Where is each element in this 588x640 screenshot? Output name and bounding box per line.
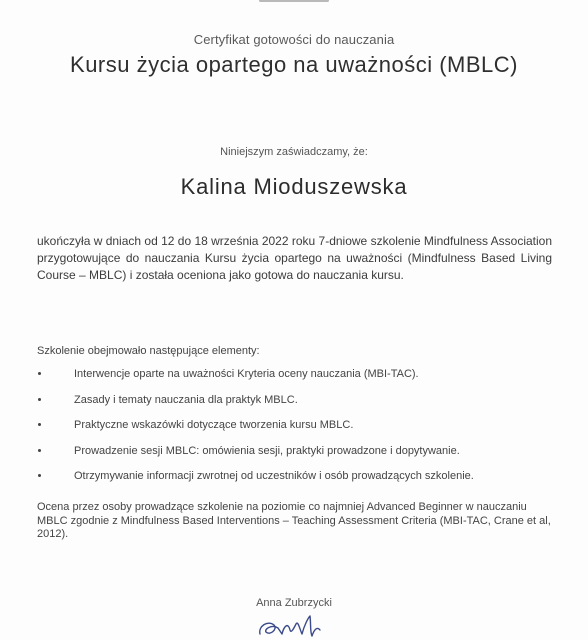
list-item-text: Otrzymywanie informacji zwrotnej od uczestników i osób prowadzących szkolenie.	[74, 470, 474, 482]
bullet-icon	[38, 423, 41, 426]
elements-intro: Szkolenie obejmowało następujące elementy:	[37, 345, 260, 357]
list-item-text: Interwencje oparte na uważności Kryteria oceny nauczania (MBI-TAC).	[74, 368, 419, 380]
bullet-icon	[38, 372, 41, 375]
list-item-text: Praktyczne wskazówki dotyczące tworzenia kursu MBLC.	[74, 419, 354, 431]
signer-name: Anna Zubrzycki	[256, 597, 332, 609]
bullet-icon	[38, 449, 41, 452]
list-item	[37, 445, 557, 471]
signature-mark	[254, 612, 334, 640]
list-item	[37, 368, 557, 394]
list-item-text: Prowadzenie sesji MBLC: omówienia sesji, praktyki prowadzone i dopytywanie.	[74, 444, 460, 457]
recipient-name: Kalina Mioduszewska	[180, 174, 408, 199]
certificate-label: Certyfikat gotowości do nauczania	[193, 32, 395, 47]
bullet-icon	[38, 398, 41, 401]
course-title: Kursu życia opartego na uważności (MBLC)	[70, 52, 518, 77]
bullet-icon	[38, 474, 41, 477]
list-item-text: Zasady i tematy nauczania dla praktyk MBLC.	[74, 393, 298, 406]
list-item	[37, 470, 557, 496]
header-logo-strip	[254, 0, 334, 4]
list-item	[37, 419, 557, 445]
completion-paragraph: ukończyła w dniach od 12 do 18 września 2022 roku 7-dniowe szkolenie Mindfulness Association przygotowujące do nauczania Kursu życia opartego na uważności (Mindfulness Based Living Course – MBLC) i została oceniona jako gotowa do nauczania kursu.	[37, 234, 552, 282]
certify-statement: Niniejszym zaświadczamy, że:	[220, 146, 368, 158]
list-item	[37, 394, 557, 420]
assessment-paragraph: Ocena przez osoby prowadzące szkolenie na poziomie co najmniej Advanced Beginner w nauczaniu MBLC zgodnie z Mindfulness Based Interventions – Teaching Assessment Criteria (MBI-TAC, Crane et al, 2012).	[37, 501, 551, 540]
training-elements-list	[37, 368, 557, 496]
